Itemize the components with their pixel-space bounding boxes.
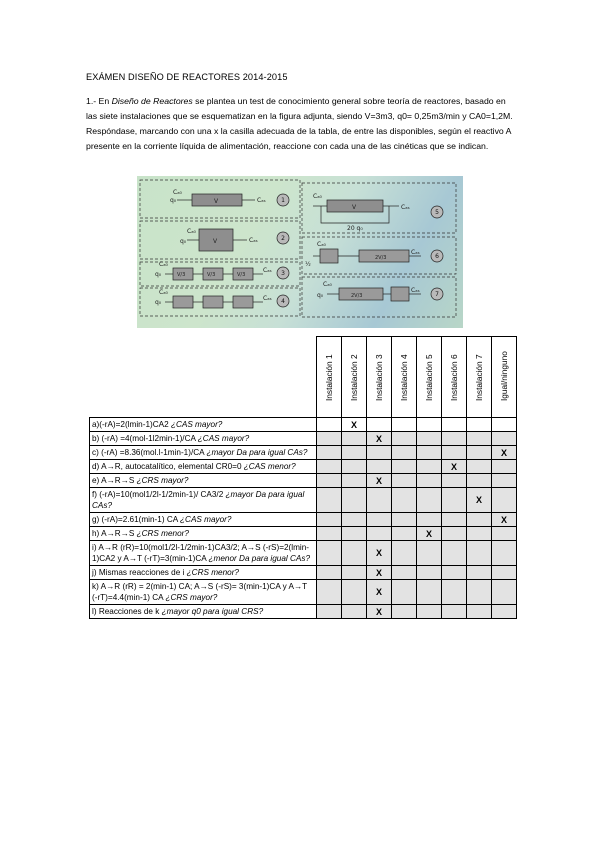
question-ask: ¿mayor Da para igual CAs?	[92, 490, 305, 510]
answer-cell-inst-8[interactable]	[492, 460, 517, 474]
answer-cell-inst-5[interactable]	[417, 432, 442, 446]
answer-cell-inst-7[interactable]	[467, 580, 492, 605]
answer-cell-inst-2[interactable]	[342, 566, 367, 580]
answer-cell-inst-3[interactable]: X	[367, 580, 392, 605]
fig-label-v23-7: 2V/3	[351, 293, 363, 299]
answer-cell-inst-6[interactable]	[442, 513, 467, 527]
answer-cell-inst-8[interactable]	[492, 566, 517, 580]
question-text: g) (-rA)=2.61(min-1) CA	[92, 515, 178, 524]
table-row	[90, 460, 517, 474]
table-row	[90, 527, 517, 541]
answer-cell-inst-6[interactable]	[442, 605, 467, 619]
answer-cell-inst-4[interactable]	[392, 566, 417, 580]
answer-cell-inst-6[interactable]	[442, 474, 467, 488]
answer-cell-inst-1[interactable]	[317, 432, 342, 446]
fig-label-q0-7: q₀	[317, 292, 324, 299]
intro-body: se plantea un test de conocimiento general sobre teoría de reactores, basado en las siete instalaciones que se esquematizan en la figura adjunta, siendo V=3m3, q0= 0,25m3/min y CA0=1,2M. Respóndase, marcando con una x la casilla adecuada de la tabla, de entre las disponibles, según el reactivo A presente en la corriente líquida de alimentación, reaccione con cada una de las cinéticas que se indican.	[86, 96, 513, 151]
answer-cell-inst-3[interactable]: X	[367, 605, 392, 619]
answer-cell-inst-6[interactable]	[442, 446, 467, 460]
question-text: k) A→R (rR) = 2(min-1) CA; A→S (-rS)= 3(min-1)CA y A→T (-rT)=4.4(min-1) CA	[92, 582, 308, 602]
fig-label-v-1: V	[214, 198, 219, 205]
answer-cell-inst-4[interactable]	[392, 527, 417, 541]
question-cell	[90, 527, 317, 541]
answer-cell-inst-1[interactable]	[317, 566, 342, 580]
question-cell	[90, 460, 317, 474]
fig-label-v3-b: V/3	[207, 272, 216, 278]
answer-cell-inst-3[interactable]	[367, 488, 392, 513]
answer-cell-inst-7[interactable]	[467, 513, 492, 527]
answer-cell-inst-1[interactable]	[317, 418, 342, 432]
fig-label-v23-6: 2V/3	[375, 255, 387, 261]
question-ask: ¿CAS mayor?	[180, 515, 232, 524]
intro-prefix: 1.- En	[86, 96, 112, 106]
table-row	[90, 580, 517, 605]
fig-label-v3-a: V/3	[177, 272, 186, 278]
fig-label-v-5: V	[352, 204, 357, 211]
fig-label-v-2: V	[213, 238, 218, 245]
answer-cell-inst-7[interactable]	[467, 418, 492, 432]
reactor-diagram	[137, 176, 463, 328]
answer-cell-inst-8[interactable]	[492, 541, 517, 566]
col-header-inst-5: Instalación 5	[417, 337, 442, 418]
book-title: Diseño de Reactores	[111, 96, 193, 106]
question-text: c) (-rA) =8.36(mol.l-1min-1)/CA	[92, 448, 205, 457]
table-row	[90, 605, 517, 619]
answer-cell-inst-5[interactable]	[417, 605, 442, 619]
answer-cell-inst-6[interactable]	[442, 566, 467, 580]
answer-cell-inst-5[interactable]	[417, 446, 442, 460]
answer-cell-inst-8[interactable]	[492, 527, 517, 541]
answer-cell-inst-6[interactable]	[442, 580, 467, 605]
question-text: e) A→R→S	[92, 476, 135, 485]
answer-cell-inst-4[interactable]	[392, 605, 417, 619]
question-text: j) Mismas reacciones de i	[92, 568, 185, 577]
answer-cell-inst-6[interactable]	[442, 418, 467, 432]
table-row	[90, 446, 517, 460]
question-cell	[90, 566, 317, 580]
installation-5	[313, 200, 443, 223]
answer-cell-inst-2[interactable]	[342, 605, 367, 619]
fig-label-ca0-1: Cₐ₀	[173, 189, 182, 196]
answer-cell-inst-3[interactable]	[367, 446, 392, 460]
col-header-inst-6: Instalación 6	[442, 337, 467, 418]
question-cell	[90, 446, 317, 460]
table-row	[90, 513, 517, 527]
answer-cell-inst-3[interactable]: X	[367, 432, 392, 446]
answer-cell-inst-3[interactable]	[367, 418, 392, 432]
answer-cell-inst-6[interactable]	[442, 432, 467, 446]
answer-cell-inst-2[interactable]	[342, 474, 367, 488]
answer-cell-inst-4[interactable]	[392, 580, 417, 605]
question-cell	[90, 605, 317, 619]
fig-label-ca0-5: Cₐ₀	[313, 193, 322, 200]
answer-cell-inst-8[interactable]: X	[492, 446, 517, 460]
question-cell	[90, 541, 317, 566]
inst-number-4: 4	[281, 298, 285, 305]
answer-cell-inst-2[interactable]	[342, 460, 367, 474]
question-ask: ¿CRS mayor?	[136, 476, 189, 485]
question-cell	[90, 488, 317, 513]
answer-cell-inst-5[interactable]	[417, 541, 442, 566]
fig-label-cs-7: Cₐₛ	[411, 287, 420, 294]
answer-cell-inst-7[interactable]	[467, 605, 492, 619]
answer-cell-inst-7[interactable]	[467, 474, 492, 488]
answer-cell-inst-2[interactable]	[342, 446, 367, 460]
question-ask: ¿CRS menor?	[186, 568, 239, 577]
question-cell	[90, 432, 317, 446]
question-ask: ¿mayor Da para igual CAs?	[206, 448, 308, 457]
answer-cell-inst-8[interactable]: X	[492, 513, 517, 527]
fig-label-ca0-3: Cₐ₀	[159, 261, 168, 268]
reactor-installations-figure	[137, 176, 463, 328]
answer-cell-inst-2[interactable]	[342, 527, 367, 541]
question-ask: ¿CAS menor?	[243, 462, 296, 471]
question-ask: ¿menor Da para igual CAs?	[208, 554, 311, 563]
answer-cell-inst-6[interactable]: X	[442, 460, 467, 474]
answer-cell-inst-1[interactable]	[317, 580, 342, 605]
fig-label-cs-4: Cₐₛ	[263, 295, 272, 302]
question-ask: ¿mayor q0 para igual CRS?	[161, 607, 264, 616]
fig-label-recycle-5: 20 q₀	[347, 225, 363, 232]
table-row	[90, 541, 517, 566]
answer-cell-inst-1[interactable]	[317, 513, 342, 527]
answer-cell-inst-5[interactable]	[417, 513, 442, 527]
answer-cell-inst-4[interactable]	[392, 488, 417, 513]
answer-cell-inst-2[interactable]	[342, 432, 367, 446]
answer-cell-inst-8[interactable]	[492, 432, 517, 446]
answer-cell-inst-5[interactable]	[417, 460, 442, 474]
answer-cell-inst-1[interactable]	[317, 605, 342, 619]
answer-cell-inst-7[interactable]	[467, 432, 492, 446]
installation-1	[177, 194, 289, 206]
answer-cell-inst-3[interactable]	[367, 513, 392, 527]
answer-cell-inst-3[interactable]	[367, 460, 392, 474]
table-header-row	[90, 337, 517, 418]
question-cell	[90, 513, 317, 527]
question-ask: ¿CRS mayor?	[165, 593, 218, 602]
question-cell	[90, 418, 317, 432]
fig-label-ca0-2: Cₐ₀	[187, 228, 196, 235]
col-header-inst-1: Instalación 1	[317, 337, 342, 418]
fig-label-q0-1: q₀	[170, 197, 177, 204]
answer-cell-inst-1[interactable]	[317, 527, 342, 541]
question-text: d) A→R, autocatalítico, elemental CR0=0	[92, 462, 242, 471]
answer-cell-inst-8[interactable]	[492, 418, 517, 432]
table-row	[90, 474, 517, 488]
question-text: l) Reacciones de k	[92, 607, 160, 616]
col-header-inst-7: Instalación 7	[467, 337, 492, 418]
answer-cell-inst-2[interactable]	[342, 541, 367, 566]
answer-cell-inst-2[interactable]: X	[342, 418, 367, 432]
answer-cell-inst-3[interactable]: X	[367, 541, 392, 566]
answer-cell-inst-1[interactable]	[317, 541, 342, 566]
fig-label-q0-4: q₀	[155, 299, 162, 306]
answer-cell-inst-4[interactable]	[392, 541, 417, 566]
answer-cell-inst-3[interactable]: X	[367, 474, 392, 488]
fig-label-cs-3: Cₐₛ	[263, 267, 272, 274]
table-row	[90, 488, 517, 513]
fig-label-ca0-6: Cₐ₀	[317, 241, 326, 248]
inst-number-1: 1	[281, 197, 285, 204]
col-header-inst-4: Instalación 4	[392, 337, 417, 418]
question-cell	[90, 474, 317, 488]
question-text: h) A→R→S	[92, 529, 135, 538]
answer-cell-inst-5[interactable]	[417, 418, 442, 432]
answer-cell-inst-1[interactable]	[317, 460, 342, 474]
fig-label-cs-1: Cₐₛ	[257, 197, 266, 204]
fig-label-cs-2: Cₐₛ	[249, 237, 258, 244]
inst-number-3: 3	[281, 270, 285, 277]
answer-cell-inst-7[interactable]	[467, 541, 492, 566]
answer-cell-inst-6[interactable]	[442, 541, 467, 566]
answer-cell-inst-8[interactable]	[492, 605, 517, 619]
question-ask: ¿CRS menor?	[136, 529, 189, 538]
answer-cell-inst-7[interactable]	[467, 527, 492, 541]
answer-cell-inst-2[interactable]	[342, 513, 367, 527]
answer-cell-inst-4[interactable]	[392, 418, 417, 432]
answer-cell-inst-2[interactable]	[342, 488, 367, 513]
answer-cell-inst-5[interactable]	[417, 580, 442, 605]
answer-cell-inst-1[interactable]	[317, 488, 342, 513]
inst-number-6: 6	[435, 253, 439, 260]
answer-cell-inst-2[interactable]	[342, 580, 367, 605]
answer-cell-inst-6[interactable]	[442, 527, 467, 541]
answer-cell-inst-6[interactable]	[442, 488, 467, 513]
answer-cell-inst-3[interactable]: X	[367, 566, 392, 580]
inst-number-7: 7	[435, 291, 439, 298]
fig-label-ca0-4: Cₐ₀	[159, 289, 168, 296]
answer-cell-inst-7[interactable]: X	[467, 488, 492, 513]
answer-cell-inst-8[interactable]	[492, 580, 517, 605]
col-header-inst-2: Instalación 2	[342, 337, 367, 418]
answer-cell-inst-4[interactable]	[392, 460, 417, 474]
answer-cell-inst-3[interactable]	[367, 527, 392, 541]
table-body	[90, 418, 517, 619]
answer-cell-inst-1[interactable]	[317, 474, 342, 488]
answer-cell-inst-5[interactable]	[417, 566, 442, 580]
inst-number-5: 5	[435, 209, 439, 216]
answer-cell-inst-7[interactable]	[467, 566, 492, 580]
installation-2	[187, 229, 289, 251]
question-ask: ¿CAS mayor?	[170, 420, 223, 429]
fig-label-cs-6: Cₐₛ	[411, 249, 420, 256]
installation-7	[327, 287, 443, 301]
answer-cell-inst-7[interactable]	[467, 460, 492, 474]
answer-cell-inst-5[interactable]	[417, 474, 442, 488]
question-text: a)(-rA)=2(lmin-1)CA2	[92, 420, 169, 429]
answer-cell-inst-8[interactable]	[492, 488, 517, 513]
fig-label-q0-3: q₀	[155, 271, 162, 278]
answer-cell-inst-1[interactable]	[317, 446, 342, 460]
exam-title: EXÁMEN DISEÑO DE REACTORES 2014-2015	[86, 72, 288, 82]
table-row	[90, 432, 517, 446]
fig-label-cs-5: Cₐₛ	[401, 204, 410, 211]
question-cell	[90, 580, 317, 605]
fig-label-q0-2: q₀	[180, 238, 187, 245]
answer-table	[89, 336, 517, 619]
header-corner	[90, 337, 317, 418]
table-row	[90, 418, 517, 432]
col-header-igual: Igual/ninguno	[492, 337, 517, 418]
answer-cell-inst-5[interactable]	[417, 488, 442, 513]
question-text: b) (-rA) =4(mol-1l2min-1)/CA	[92, 434, 196, 443]
inst-number-2: 2	[281, 235, 285, 242]
table-row	[90, 566, 517, 580]
answer-cell-inst-8[interactable]	[492, 474, 517, 488]
fig-label-half-6: ½	[305, 261, 311, 268]
answer-cell-inst-4[interactable]	[392, 474, 417, 488]
answer-cell-inst-5[interactable]: X	[417, 527, 442, 541]
question-text: f) (-rA)=10(mol1/2l-1/2min-1)/ CA3/2	[92, 490, 224, 499]
answer-cell-inst-4[interactable]	[392, 446, 417, 460]
col-header-inst-3: Instalación 3	[367, 337, 392, 418]
fig-label-v3-c: V/3	[237, 272, 246, 278]
answer-cell-inst-7[interactable]	[467, 446, 492, 460]
answer-cell-inst-4[interactable]	[392, 513, 417, 527]
fig-label-ca0-7: Cₐ₀	[323, 281, 332, 288]
question-text: i) A→R (rR)=10(mol1/2l-1/2min-1)CA3/2; A→S (-rS)=2(lmin-1)CA2 y A→T (-rT)=3(min-1)CA	[92, 543, 310, 563]
answer-cell-inst-4[interactable]	[392, 432, 417, 446]
question-intro	[86, 94, 516, 154]
question-ask: ¿CAS mayor?	[197, 434, 250, 443]
